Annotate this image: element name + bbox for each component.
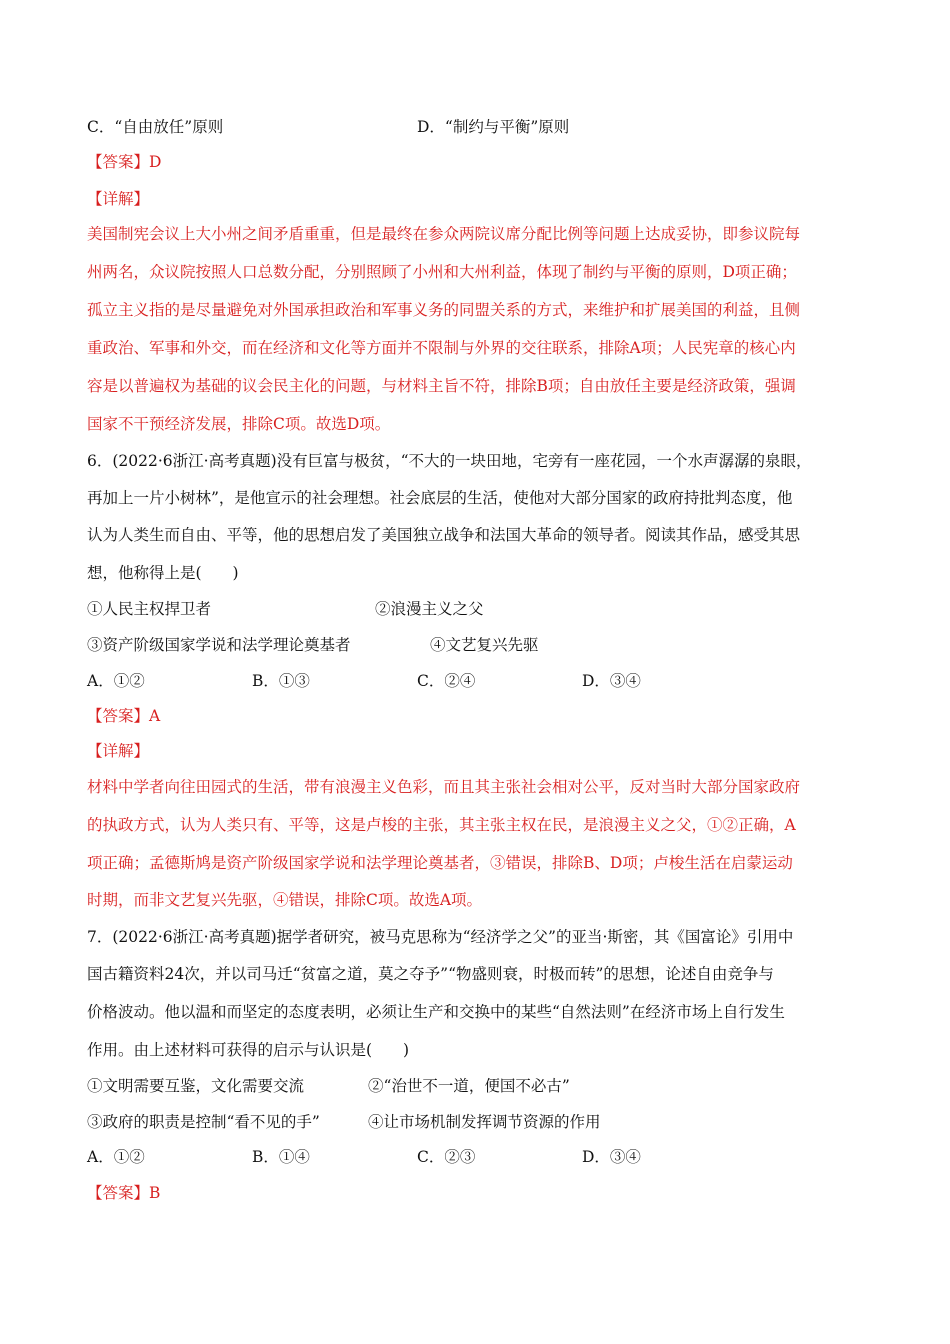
q6-item-2: ②浪漫主义之父: [375, 600, 484, 618]
q6-option-b: B．①③: [252, 672, 310, 690]
q5-answer: 【答案】D: [87, 153, 162, 171]
q6-detail-line: 的执政方式，认为人类只有、平等，这是卢梭的主张，其主张主权在民，是浪漫主义之父，①②正确，A: [87, 816, 796, 834]
q6-detail-label: 【详解】: [87, 742, 150, 760]
q5-detail-line: 国家不干预经济发展，排除C项。故选D项。: [87, 415, 391, 433]
q6-detail-line: 时期，而非文艺复兴先驱，④错误，排除C项。故选A项。: [87, 891, 483, 909]
q6-item-1: ①人民主权捍卫者: [87, 600, 212, 618]
q5-detail-label: 【详解】: [87, 190, 150, 208]
q6-detail-line: 项正确；孟德斯鸠是资产阶级国家学说和法学理论奠基者，③错误，排除B、D项；卢梭生活在启蒙运动: [87, 854, 793, 872]
q7-item-2: ②“治世不一道，便国不必古”: [368, 1077, 570, 1095]
q7-stem-line: 国古籍资料24次，并以司马迁“贫富之道，莫之夺予”“物盛则衰，时极而转”的思想，论述自由竞争与: [87, 965, 774, 983]
q7-answer: 【答案】B: [87, 1184, 161, 1202]
q6-detail-line: 材料中学者向往田园式的生活，带有浪漫主义色彩，而且其主张社会相对公平，反对当时大部分国家政府: [87, 778, 801, 796]
q6-option-c: C．②④: [417, 672, 476, 690]
q7-option-c: C．②③: [417, 1148, 476, 1166]
q6-option-a: A．①②: [87, 672, 145, 690]
q7-stem-line: 7．(2022·6浙江·高考真题)据学者研究，被马克思称为“经济学之父”的亚当·斯密，其《国富论》引用中: [87, 928, 794, 946]
q7-stem-line: 价格波动。他以温和而坚定的态度表明，必须让生产和交换中的某些“自然法则”在经济市场上自行发生: [87, 1003, 785, 1021]
q7-option-d: D．③④: [582, 1148, 641, 1166]
q5-option-d: D．“制约与平衡”原则: [417, 118, 570, 136]
q7-stem-line: 作用。由上述材料可获得的启示与认识是( ): [87, 1041, 410, 1059]
q7-item-4: ④让市场机制发挥调节资源的作用: [368, 1113, 601, 1131]
q5-detail-line: 美国制宪会议上大小州之间矛盾重重，但是最终在参众两院议席分配比例等问题上达成妥协，即参议院每: [87, 225, 801, 243]
q7-option-b: B．①④: [252, 1148, 310, 1166]
q6-answer: 【答案】A: [87, 707, 161, 725]
q5-option-c: C．“自由放任”原则: [87, 118, 224, 136]
q7-item-3: ③政府的职责是控制“看不见的手”: [87, 1113, 320, 1131]
q6-option-d: D．③④: [582, 672, 641, 690]
q5-detail-line: 重政治、军事和外交，而在经济和文化等方面并不限制与外界的交往联系，排除A项；人民宪章的核心内: [87, 339, 796, 357]
q6-item-3: ③资产阶级国家学说和法学理论奠基者: [87, 636, 351, 654]
q7-option-a: A．①②: [87, 1148, 145, 1166]
q6-stem-line: 想，他称得上是( ): [87, 564, 239, 582]
q6-stem-line: 6．(2022·6浙江·高考真题)没有巨富与极贫，“不大的一块田地，宅旁有一座花园，一个水声潺潺的泉眼，: [87, 452, 812, 470]
q5-detail-line: 容是以普遍权为基础的议会民主化的问题，与材料主旨不符，排除B项；自由放任主要是经济政策，强调: [87, 377, 796, 395]
q6-item-4: ④文艺复兴先驱: [430, 636, 539, 654]
q6-stem-line: 再加上一片小树林”，是他宣示的社会理想。社会底层的生活，使他对大部分国家的政府持批判态度，他: [87, 489, 793, 507]
q6-stem-line: 认为人类生而自由、平等，他的思想启发了美国独立战争和法国大革命的领导者。阅读其作品，感受其思: [87, 526, 801, 544]
q5-detail-line: 州两名，众议院按照人口总数分配，分别照顾了小州和大州利益，体现了制约与平衡的原则，D项正确；: [87, 263, 797, 281]
q5-detail-line: 孤立主义指的是尽量避免对外国承担政治和军事义务的同盟关系的方式，来维护和扩展美国的利益，且侧: [87, 301, 801, 319]
q7-item-1: ①文明需要互鉴，文化需要交流: [87, 1077, 305, 1095]
